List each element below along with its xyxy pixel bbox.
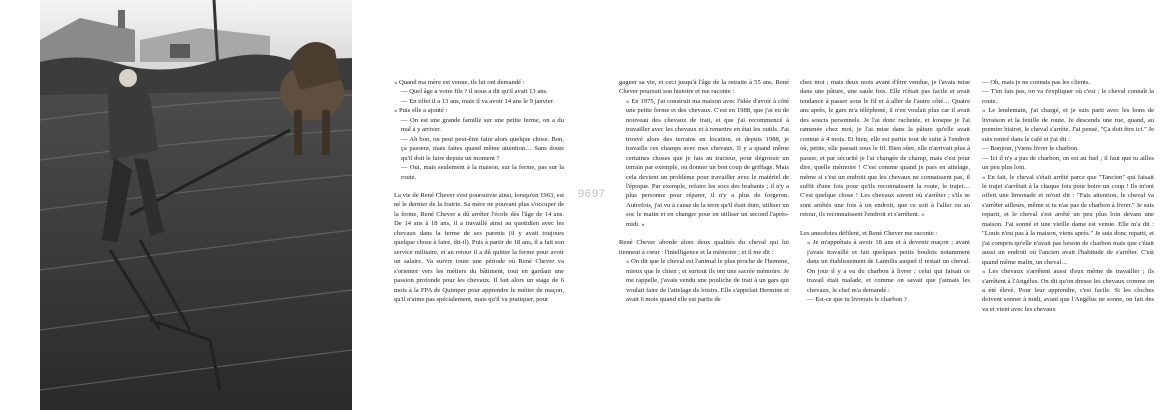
dialogue-line: — Oh, mais je ne connais pas les clients. bbox=[982, 79, 1091, 86]
dialogue-line: « Puis elle a ajouté : bbox=[394, 107, 448, 115]
dialogue-line: — Ah bon, on peut peut-être faire alors quelque chose. Bon, ça passera, mais faites quand même attention… Sans doute qu'il doit le faire depuis un moment ? bbox=[401, 135, 564, 162]
dialogue-line: — Est-ce que tu livrerais le charbon ? bbox=[807, 295, 907, 303]
farmer-plowing-photo bbox=[40, 0, 352, 410]
text-column-2 bbox=[619, 78, 789, 304]
quote-paragraph: « On dit que le cheval est l'animal le plus proche de l'homme, mieux que le chien ; et surtout ils ont une sacrée mémoire. Je me rappelle, j'avais vendu une pouliche de trait à un gars qui voulait faire de l'attelage de loisirs. Elle s'appelait Hermine et avait 6 mois quand elle est partie de bbox=[626, 258, 789, 303]
text-column-1 bbox=[394, 78, 564, 304]
page-number-right: 97 bbox=[592, 188, 606, 200]
dialogue-line: « Quand ma mère est venue, ils lui ont demandé : bbox=[394, 79, 525, 86]
text-column-4 bbox=[982, 78, 1154, 314]
dialogue-line: — On est une grande famille sur une petite ferme, on a du mal à y arriver. bbox=[401, 116, 564, 134]
paragraph: chez moi ; mais deux mois avant d'être vendue, je l'avais mise dans une pâture, une saule fois. Elle n'était pas facile et avait tendance à passer sous le fil et à aller de l'autre côté… Quatre ans après, le gars m'a téléphoné, il n'en voulait plus car il avait des soucis personnels. Je l'ai donc rachetée, et lorsque je l'ai ramenée chez moi, je l'ai mise dans la pâture qu'elle avait connue à 4 mois. Et bien, elle est partie tout de suite à l'endroit où, petite, elle passait sous le fil. Bien sûre, elle n'arrivait plus à passer, et par sécurité je l'ai changée de champ, mais c'est pour dire, quelle mémoire ! C'est comme quand je pars en attelage, même si c'est un endroit que les chevaux ne connaissent pas, il suffit d'une fois pour qu'ils reconnaissent la route, le trajet… C'est quelque chose ! Les chevaux savent où s'arrêter ; s'ils se sont arrêtés une fois à un endroit, que ce soit à l'aller ou au retour, ils reconnaissent l'endroit et s'arrêtent. » bbox=[800, 79, 970, 219]
dialogue-line: — T'en fais pas, on va t'expliquer où c'est ; le cheval connaît la route. bbox=[982, 88, 1154, 105]
dialogue-line: — Quel âge a votre fils ? il nous a dit qu'il avait 13 ans. bbox=[401, 88, 548, 96]
quote-paragraph: « Le lendemain, j'ai chargé, et je suis parti avec les bons de livraison et la feuille de route. Je descends une rue, quand, au premier bistrot, le cheval s'arrête. J'ai pensé, "Ça doit être ici." Je suis rentré dans le café et j'ai dit : bbox=[982, 107, 1154, 143]
quote-paragraph: « Les chevaux s'arrêtent aussi d'eux même de travailler ; ils s'arrêtent à l'Angélus. On dit qu'on dresse les chevaux comme on a été élevé. Pour leur apprendre, c'est facile. Si les cloches doivent sonner à midi, avant que l'Angélus ne sonne, on fait des va et vient avec les chevaux bbox=[982, 268, 1154, 313]
quote-paragraph: « Je m'apprêtais à avoir 18 ans et à devenir maçon ; avant j'avais travaillé et fait quelques petits boulots notamment dans un établissement de Lannilis auquel il restait un cheval. On jour il y a eu du charbon à livrer ; celui qui faisait ce travail était malade, et comme on savait que j'aimais les chevaux, le chef m'a demandé : bbox=[807, 239, 970, 294]
dialogue-line: — En effet il a 13 ans, mais il va avoir 14 ans le 9 janvier. bbox=[401, 97, 555, 105]
paragraph: René Chever aborde alors deux qualités du cheval qui lui tiennent à cœur : l'intelligence et la mémoire ; et il me dit : bbox=[619, 239, 789, 256]
page-number-left: 96 bbox=[578, 188, 592, 200]
quote-paragraph: « En 1975, j'ai construit ma maison avec l'idée d'avoir à côté une petite ferme et des chevaux. C'est en 1988, que j'ai eu de nouveau des chevaux de trait, et que j'ai recommencé à travailler avec les chevaux et à remettre en état les outils. J'ai trouvé alors des terrains en location, et depuis 1988, je travaille ces champs avec mes chevaux. Il y a quand même certaines choses que je fais au tracteur, pour dégrossir un terrain par exemple, ou donner un bon coup de griffage. Mais cela devient un problème pour travailler avec le matériel de l'époque. Par exemple, refaire les socs des brabants ; il n'y a plus personne pour réparer, il n'y a plus de forgeron. Autrefois, j'ai vu à cause de la terre qu'il était dure, utiliser un soc le matin et en changer pour en utiliser un second l'après-midi. » bbox=[626, 97, 789, 228]
dialogue-line: — Ici il n'y a pas de charbon, on est au fuel ; il faut que tu ailles un peu plus loin. bbox=[982, 154, 1154, 172]
paragraph: gagner sa vie, et ceci jusqu'à l'âge de la retraite à 55 ans. René Chever poursuit son histoire et me raconte : bbox=[619, 79, 789, 96]
paragraph: Les anecdotes défilent, et René Chever me raconte : bbox=[800, 229, 938, 237]
quote-paragraph: « En fait, le cheval s'était arrêté parce que "Tancien" qui faisait le trajet s'arrêtait à la chaque fois pour boire un coup ! Ils m'ont offert une limonade et m'ont dit : "Fais attention, le cheval va s'arrêter ailleurs, même si tu n'as pas de charbon à livrer." Je suis reparti, et le cheval s'est arrêté un peu plus loin devant une maison. J'ai sonné et une vieille dame est venue. Elle m'a dit : "Louis n'est pas à la maison, viens après." Je suis donc reparti, et j'ai compris qu'elle n'avait pas besoin de charbon mais que c'était aussi un endroit où l'ancien avait l'habitude de s'arrêter. C'est quand même malin, un cheval… bbox=[982, 173, 1154, 266]
text-column-3 bbox=[800, 78, 970, 304]
dialogue-line: — Bonjour, j'viens livrer le charbon. bbox=[982, 145, 1079, 153]
dialogue-line: — Oui, mais seulement à la maison, sur la ferme, pas sur la route. bbox=[401, 164, 564, 181]
narrative-paragraph: La vie de René Chever s'est poursuivie ainsi, lorsqu'en 1963, est né le dernier de la fratrie. Sa mère ne pouvant plus s'occuper de la ferme, René Chever a dû arrêter l'école dès l'âge de 14 ans. De 14 ans à 18 ans, il a travaillé ainsi au quotidien avec les chevaux dans la ferme de ses parents (il y avait toujours quelque chose à faire, dit-il). Puis à partir de 18 ans, il a fait son service militaire, et au retour il a dû quitter la ferme pour avoir un salaire. Va suivre toute une période où René Chever va s'orienter vers les métiers du bâtiment, tout en gardant une passion profonde pour les chevaux. Il fait alors un stage de 6 mois à la FPA de Quimper pour apprendre le métier de maçon, qu'il n'aime pas spécialement, mais qu'il va pratiquer, pour bbox=[394, 191, 564, 303]
